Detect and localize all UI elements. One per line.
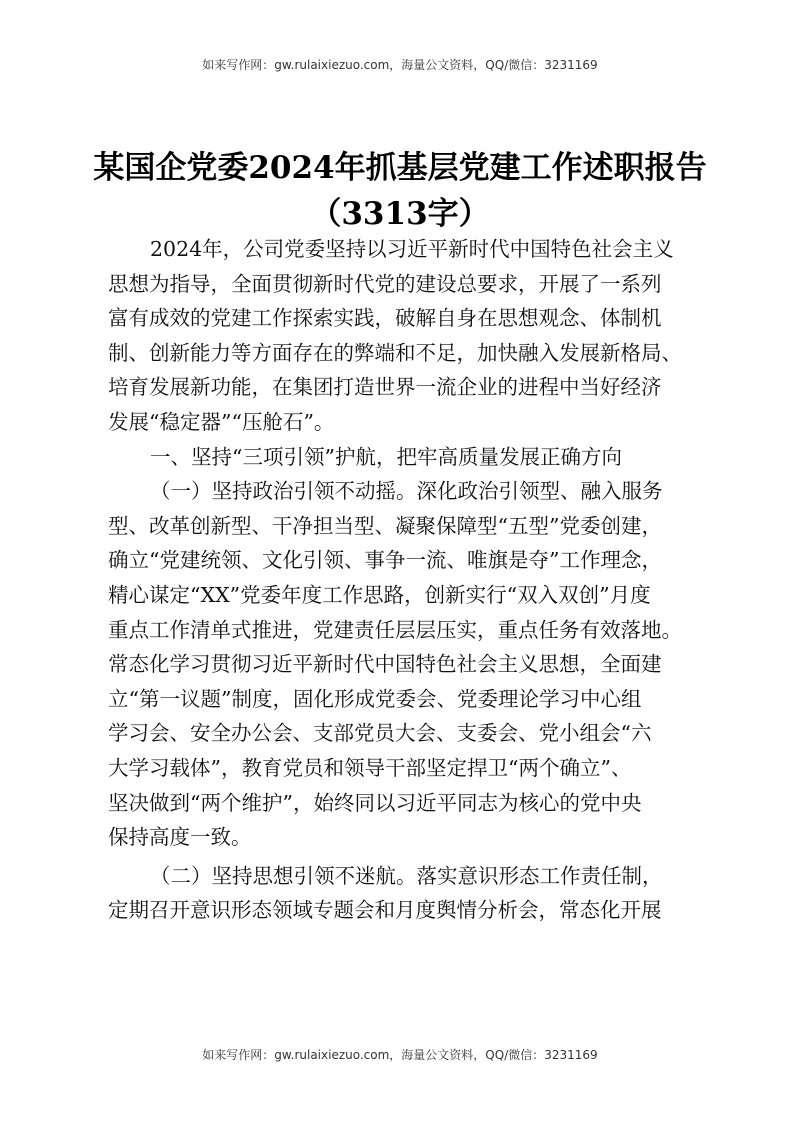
body-line: 保持高度一致。 [108, 825, 252, 850]
body-line: （二）坚持思想引领不迷航。落实意识形态工作责任制， [150, 863, 663, 888]
body-line: 发展“稳定器”“压舱石”。 [108, 409, 335, 434]
document-body [108, 232, 708, 928]
body-line: 型、改革创新型、干净担当型、凝聚保障型“五型”党委创建， [108, 513, 662, 538]
body-line: 思想为指导，全面贯彻新时代党的建设总要求，开展了一系列 [108, 271, 662, 296]
body-line: 精心谋定“XX”党委年度工作思路，创新实行“双入双创”月度 [108, 582, 651, 607]
body-line: 确立“党建统领、文化引领、事争一流、唯旗是夺”工作理念， [108, 548, 662, 573]
body-line: （一）坚持政治引领不动摇。深化政治引领型、融入服务 [150, 479, 663, 504]
body-line: 立“第一议题”制度，固化形成党委会、党委理论学习中心组 [108, 686, 642, 711]
page-footer-watermark: 如来写作网：gw.rulaixiezuo.com，海量公文资料，QQ/微信：3231169 [202, 1048, 598, 1062]
section-heading: 一、坚持“三项引领”护航，把牢高质量发展正确方向 [150, 444, 622, 469]
body-line: 2024年，公司党委坚持以习近平新时代中国特色社会主义 [150, 237, 674, 261]
body-line: 定期召开意识形态领域专题会和月度舆情分析会，常态化开展 [108, 898, 662, 923]
document-title: 某国企党委2024年抓基层党建工作述职报告 [93, 150, 707, 186]
page-header-watermark: 如来写作网：gw.rulaixiezuo.com，海量公文资料，QQ/微信：3231169 [202, 58, 598, 72]
body-line: 常态化学习贯彻习近平新时代中国特色社会主义思想，全面建 [108, 652, 662, 677]
body-line: 制、创新能力等方面存在的弊端和不足，加快融入发展新格局、 [108, 340, 682, 365]
body-line: 富有成效的党建工作探索实践，破解自身在思想观念、体制机 [108, 306, 662, 331]
document-title-wordcount: （3313字） [310, 196, 490, 232]
body-line: 培育发展新功能，在集团打造世界一流企业的进程中当好经济 [108, 375, 662, 400]
body-line: 学习会、安全办公会、支部党员大会、支委会、党小组会“六 [108, 721, 652, 746]
body-line: 重点工作清单式推进，党建责任层层压实，重点任务有效落地。 [108, 617, 682, 642]
body-line: 大学习载体”，教育党员和领导干部坚定捍卫“两个确立”、 [108, 755, 632, 780]
body-line: 坚决做到“两个维护”，始终同以习近平同志为核心的党中央 [108, 790, 642, 815]
